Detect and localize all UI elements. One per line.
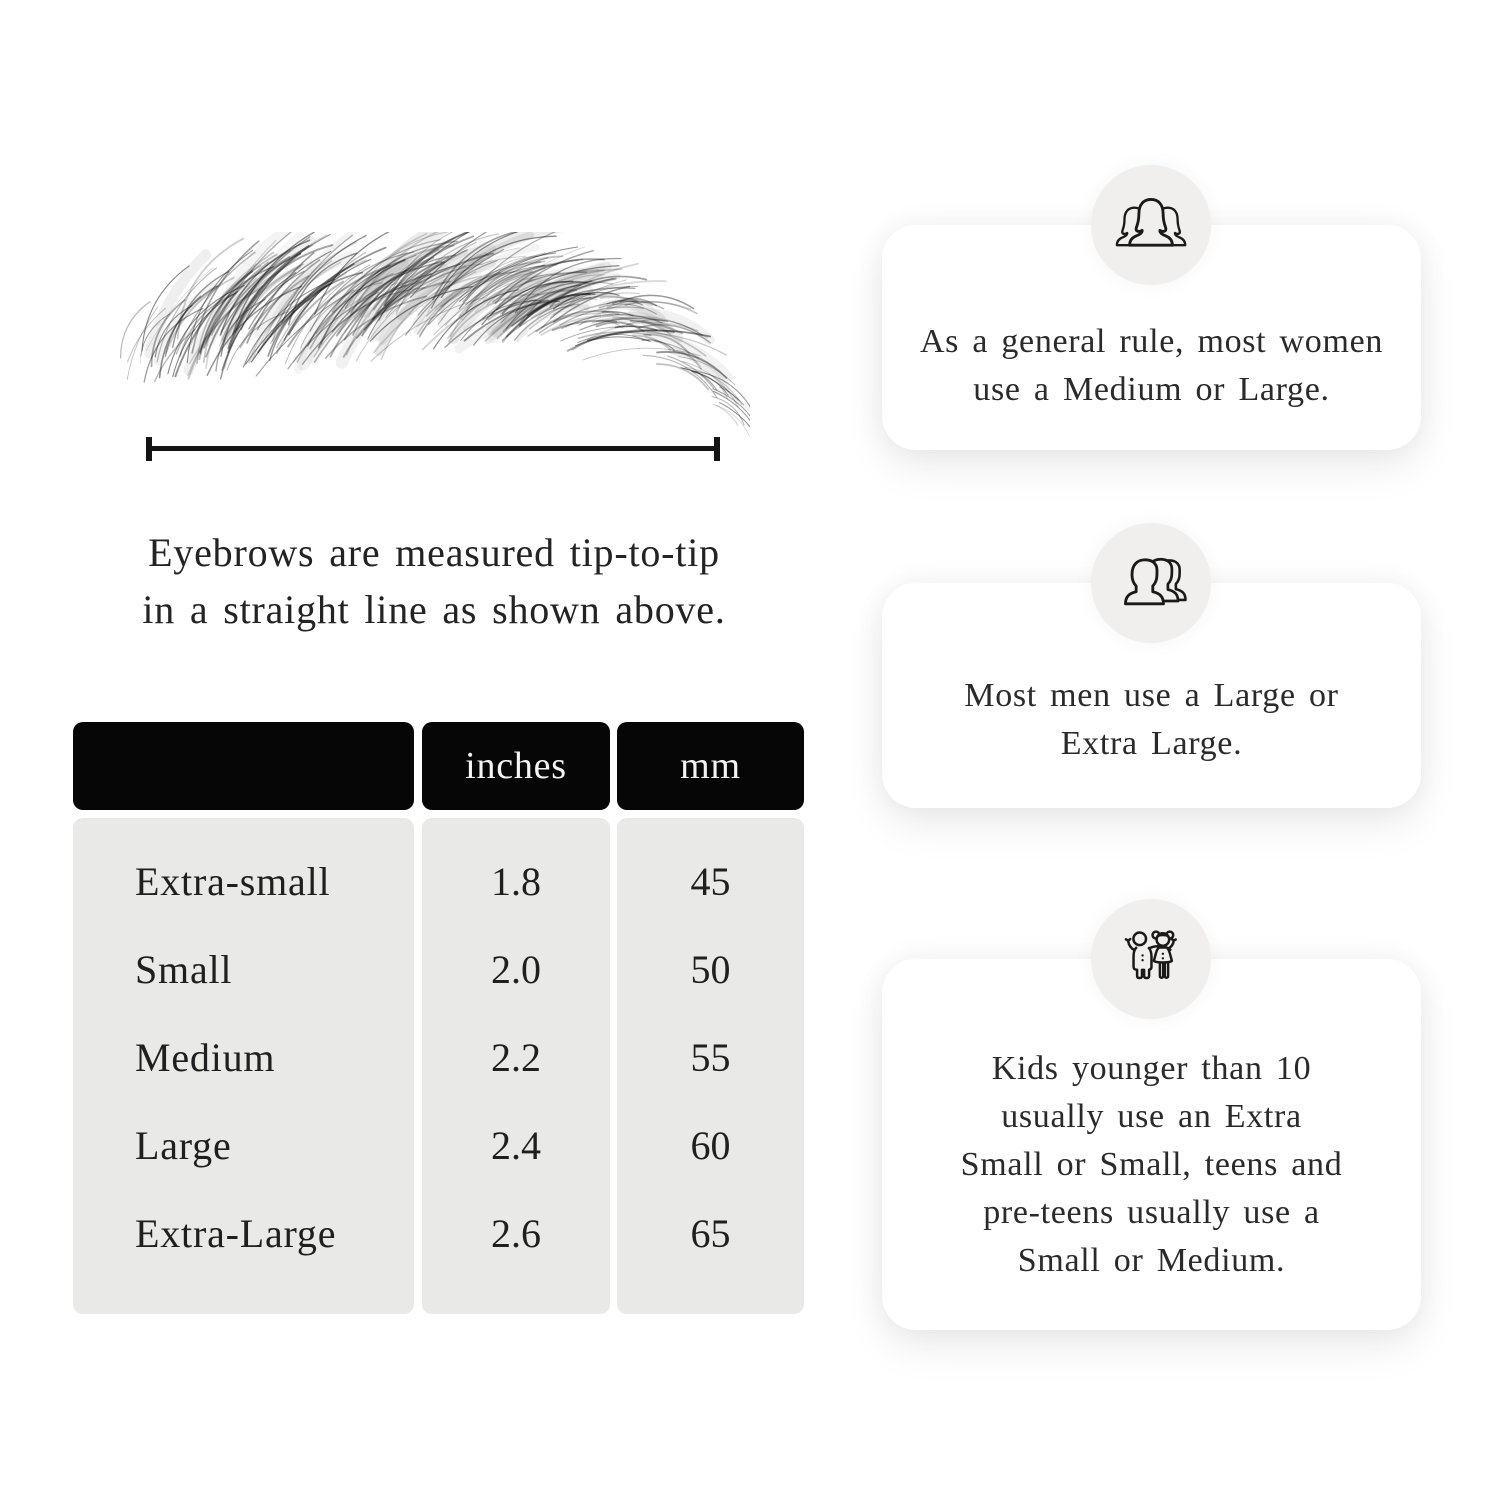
tip-kids-line-2: usually use an Extra [1001, 1098, 1302, 1135]
women-icon-circle [1091, 165, 1211, 285]
tip-text-kids [892, 1045, 1411, 1285]
measurement-tick-right [714, 437, 720, 461]
table-row [73, 838, 804, 926]
eyebrow-illustration [100, 232, 750, 447]
kids-icon [1113, 921, 1189, 997]
inches-value: 2.4 [491, 1123, 541, 1168]
inches-value: 2.6 [491, 1211, 541, 1256]
tip-women-line-2: use a Medium or Large. [973, 371, 1330, 408]
size-label: Extra-small [135, 859, 331, 904]
tip-men-line-1: Most men use a Large or [964, 677, 1339, 714]
table-row [73, 926, 804, 1014]
size-label: Large [135, 1123, 232, 1168]
tip-kids-line-4: pre-teens usually use a [983, 1194, 1320, 1231]
tip-kids-line-3: Small or Small, teens and [960, 1146, 1343, 1183]
table-row [73, 1190, 804, 1278]
men-icon-circle [1091, 523, 1211, 643]
size-label: Medium [135, 1035, 276, 1080]
mm-value: 60 [690, 1123, 731, 1168]
inches-value: 2.2 [491, 1035, 541, 1080]
inches-value: 2.0 [491, 947, 541, 992]
tip-women-line-1: As a general rule, most women [919, 323, 1384, 360]
measurement-line [150, 446, 718, 451]
table-header-inches [422, 722, 610, 810]
measurement-tick-left [146, 437, 152, 461]
kids-icon-circle [1091, 899, 1211, 1019]
inches-value: 1.8 [491, 859, 541, 904]
caption-line-1: Eyebrows are measured tip-to-tip [148, 530, 720, 575]
table-header-mm [617, 722, 804, 810]
tip-text-women [892, 318, 1411, 414]
tip-text-men [892, 672, 1411, 768]
mm-value: 45 [690, 859, 731, 904]
caption-line-2: in a straight line as shown above. [142, 587, 726, 632]
mm-value: 50 [690, 947, 731, 992]
men-group-icon [1113, 545, 1189, 621]
tip-kids-line-1: Kids younger than 10 [991, 1050, 1312, 1087]
mm-value: 55 [690, 1035, 731, 1080]
size-label: Small [135, 947, 233, 992]
measurement-caption [120, 524, 748, 638]
women-group-icon [1113, 187, 1189, 263]
table-header-inches-label: inches [465, 745, 567, 787]
table-header-mm-label: mm [680, 745, 741, 787]
table-header-size [73, 722, 414, 810]
table-row [73, 1014, 804, 1102]
table-row [73, 1102, 804, 1190]
tip-men-line-2: Extra Large. [1060, 725, 1243, 762]
size-label: Extra-Large [135, 1211, 337, 1256]
mm-value: 65 [690, 1211, 731, 1256]
tip-kids-line-5: Small or Medium. [1017, 1242, 1286, 1279]
